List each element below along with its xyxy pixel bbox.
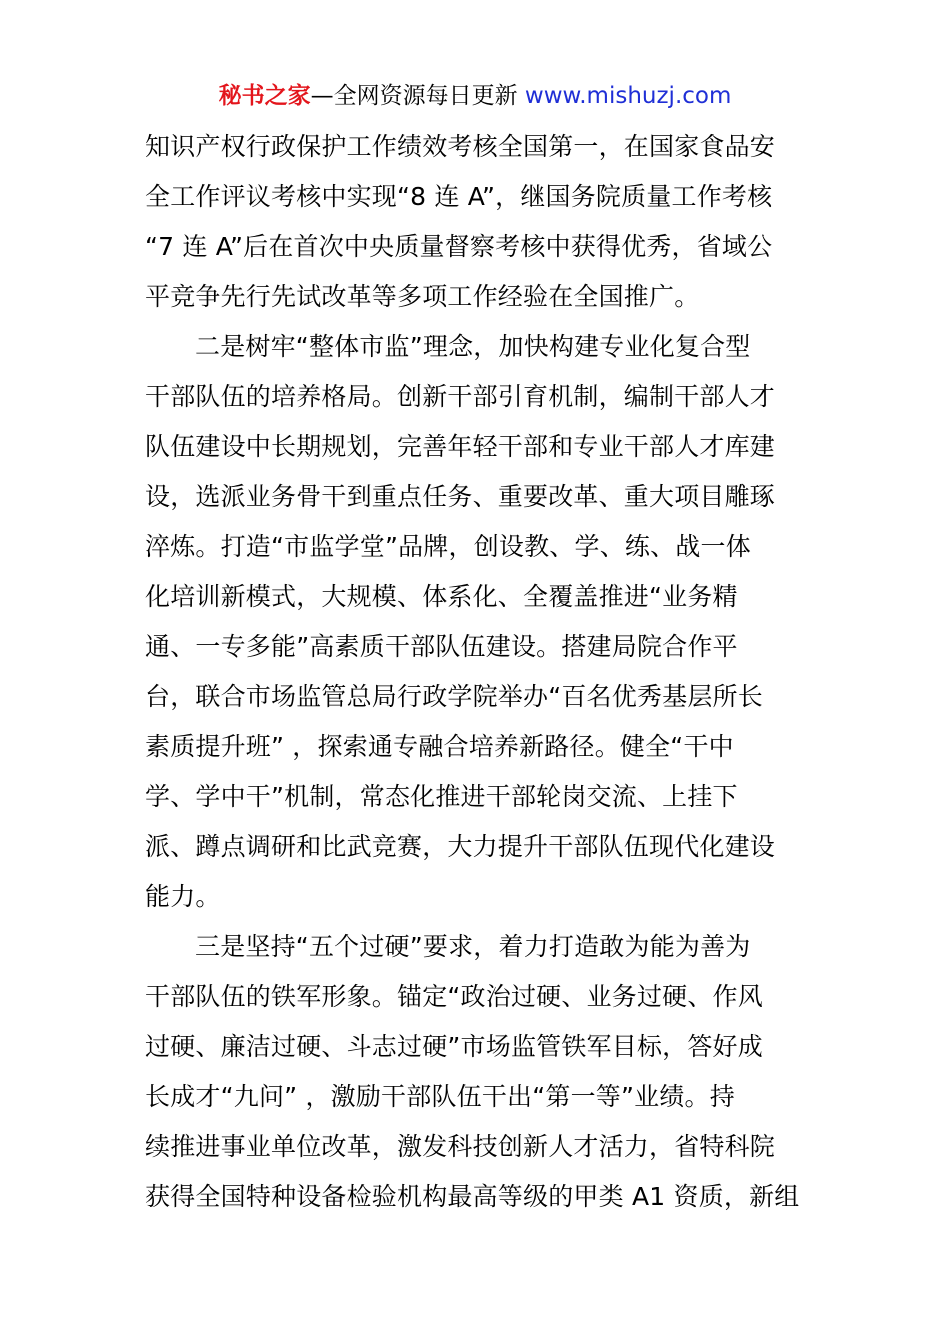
- text-line: 通、一专多能”高素质干部队伍建设。搭建局院合作平: [145, 632, 738, 661]
- text-line: 能力。: [145, 882, 221, 911]
- text-line: 干部队伍的培养格局。创新干部引育机制，编制干部人才: [145, 382, 776, 411]
- text-line: 全工作评议考核中实现“8 连 A”，继国务院质量工作考核: [145, 182, 773, 211]
- text-line: 获得全国特种设备检验机构最高等级的甲类 A1 资质，新组: [145, 1182, 800, 1211]
- text-line: 学、学中干”机制，常态化推进干部轮岗交流、上挂下: [145, 782, 738, 811]
- text-line: 知识产权行政保护工作绩效考核全国第一，在国家食品安: [145, 132, 776, 161]
- text-line: 续推进事业单位改革，激发科技创新人才活力，省特科院: [145, 1132, 776, 1161]
- text-line: 素质提升班” ，探索通专融合培养新路径。健全“干中: [145, 732, 734, 761]
- text-line: 平竞争先行先试改革等多项工作经验在全国推广。: [145, 282, 700, 311]
- text-line: 化培训新模式，大规模、体系化、全覆盖推进“业务精: [145, 582, 738, 611]
- document-body: [145, 122, 811, 1222]
- text-line: “7 连 A”后在首次中央质量督察考核中获得优秀，省域公: [145, 232, 773, 261]
- text-line: 派、蹲点调研和比武竞赛，大力提升干部队伍现代化建设: [145, 832, 776, 861]
- text-line: 淬炼。打造“市监学堂”品牌，创设教、学、练、战一体: [145, 532, 751, 561]
- text-line: 长成才“九问” ，激励干部队伍干出“第一等”业绩。持: [145, 1082, 735, 1111]
- text-line: 设，选派业务骨干到重点任务、重要改革、重大项目雕琢: [145, 482, 776, 511]
- text-line: 台，联合市场监管总局行政学院举办“百名优秀基层所长: [145, 682, 763, 711]
- text-line: 干部队伍的铁军形象。锚定“政治过硬、业务过硬、作风: [145, 982, 763, 1011]
- brand-name: 秘书之家: [218, 83, 311, 109]
- page-header: [0, 80, 950, 112]
- text-line: 过硬、廉洁过硬、斗志过硬”市场监管铁军目标，答好成: [145, 1032, 763, 1061]
- text-line: 队伍建设中长期规划，完善年轻干部和专业干部人才库建: [145, 432, 776, 461]
- paragraph-start-line: 三是坚持“五个过硬”要求，着力打造敢为能为善为: [195, 932, 751, 961]
- site-url[interactable]: www.mishuzj.com: [524, 83, 732, 109]
- header-tagline: —全网资源每日更新: [310, 83, 525, 109]
- paragraph-start-line: 二是树牢“整体市监”理念，加快构建专业化复合型: [195, 332, 751, 361]
